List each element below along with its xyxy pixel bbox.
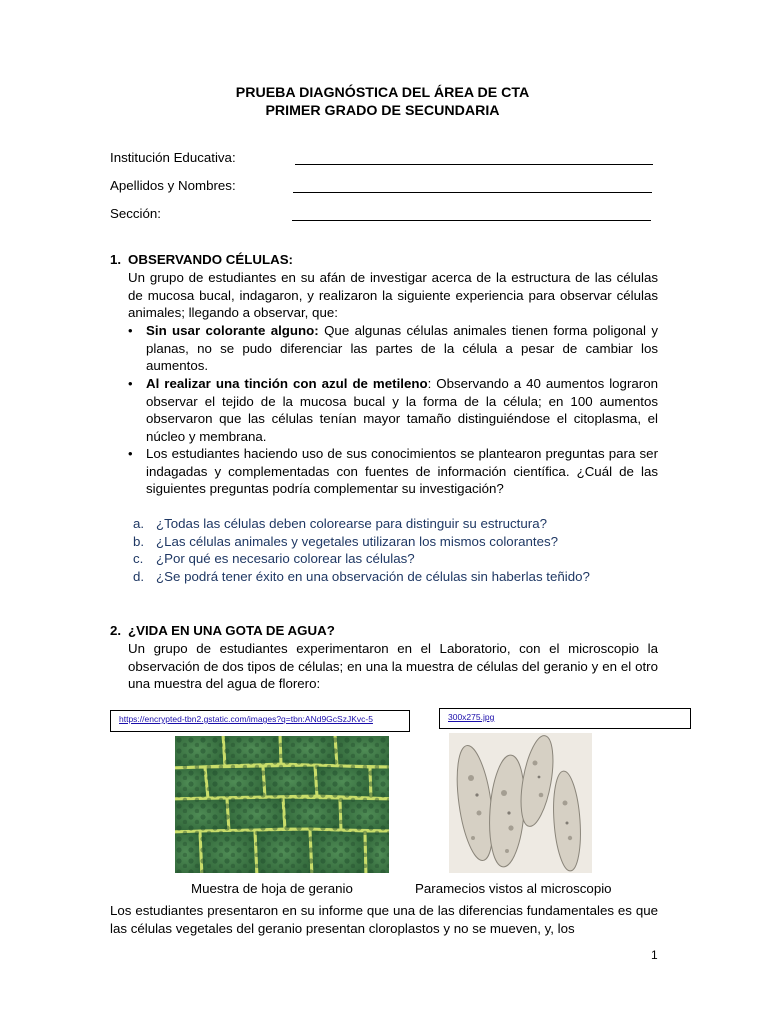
image-link-box-1 (110, 710, 410, 732)
option-b-letter: b. (133, 533, 145, 549)
option-c-text: ¿Por qué es necesario colorear las células? (156, 551, 415, 567)
geranium-leaf-image (175, 736, 389, 873)
option-a[interactable] (133, 515, 590, 533)
bullet-1-bold: Sin usar colorante alguno: (146, 323, 319, 338)
option-a-letter: a. (133, 516, 145, 531)
bullet-dot-icon: • (128, 323, 133, 338)
image-link-box-2 (439, 708, 691, 729)
image-link-2[interactable]: 300x275.jpg (448, 712, 495, 722)
paramecium-image (449, 733, 592, 873)
bullet-2-bold: Al realizar una tinción con azul de metileno (146, 376, 428, 391)
section1-intro: Un grupo de estudiantes en su afán de investigar acerca de la estructura de las células de mucosa bucal, indagaron, y realizaron la siguiente experiencia para observar células animales; llegando a observar, que: (128, 270, 658, 321)
section1-bullet-2 (128, 375, 658, 445)
bullet-1-text: Que algunas células animales tienen forma poligonal y planas, no se pudo diferenciar las partes de la célula a pesar de cambiar los aumentos. (146, 323, 659, 374)
nombres-blank-line[interactable] (293, 192, 652, 193)
geranium-caption: Muestra de hoja de geranio (191, 881, 353, 896)
institucion-field (110, 149, 655, 169)
option-a-text: ¿Todas las células deben colorearse para distinguir su estructura? (156, 516, 547, 531)
section1-options (133, 515, 590, 585)
nombres-label: Apellidos y Nombres: (110, 178, 236, 193)
institucion-label: Institución Educativa: (110, 150, 236, 165)
option-d-text: ¿Se podrá tener éxito en una observación de células sin haberlas teñido? (156, 568, 590, 584)
image-link-1[interactable]: https://encrypted-tbn2.gstatic.com/images?q=tbn:ANd9GcSzJKvc-5 (119, 714, 373, 724)
option-d-letter: d. (133, 568, 145, 584)
option-b[interactable] (133, 533, 590, 551)
document-title: PRUEBA DIAGNÓSTICA DEL ÁREA DE CTA (235, 85, 530, 101)
option-c-letter: c. (133, 551, 144, 567)
seccion-blank-line[interactable] (292, 220, 651, 221)
option-b-text: ¿Las células animales y vegetales utilizaran los mismos colorantes? (156, 533, 559, 549)
section1-bullet-3 (128, 445, 658, 498)
bullet-3-text: Los estudiantes haciendo uso de sus conocimientos se plantearon preguntas para ser indagadas y complementadas con fuentes de información científica. ¿Cuál de las siguientes preguntas podría complementar su investigación? (146, 446, 658, 497)
institucion-blank-line[interactable] (295, 164, 653, 165)
page-number: 1 (651, 948, 658, 962)
seccion-field (110, 205, 655, 225)
section2-closing: Los estudiantes presentaron en su informe que una de las diferencias fundamentales es que las células vegetales del geranio presentan cloroplastos y no se mueven, y, los (110, 903, 658, 936)
seccion-label: Sección: (110, 206, 161, 221)
bullet-2-text: : Observando a 40 aumentos lograron observar el tejido de la mucosa bucal y la forma de la célula; en 100 aumentos observaron que las células tenían mayor tamaño distinguiéndose el citoplasma, el núcleo y membrana. (146, 376, 658, 444)
section2-heading (110, 622, 335, 640)
section1-heading (110, 251, 293, 269)
section2-number: 2. (110, 623, 122, 638)
nombres-field (110, 177, 655, 197)
section2-heading-text: ¿VIDA EN UNA GOTA DE AGUA? (128, 623, 335, 638)
section2-intro: Un grupo de estudiantes experimentaron en el Laboratorio, con el microscopio la observación de dos tipos de células; en una la muestra de células del geranio y en el otro una muestra del agua de florero: (128, 641, 658, 692)
section1-heading-text: OBSERVANDO CÉLULAS: (128, 252, 293, 267)
bullet-dot-icon: • (128, 446, 133, 461)
option-c[interactable] (133, 550, 590, 568)
section1-number: 1. (110, 252, 122, 267)
document-subtitle: PRIMER GRADO DE SECUNDARIA (265, 103, 500, 119)
bullet-dot-icon: • (128, 376, 133, 391)
option-d[interactable] (133, 568, 590, 586)
section1-bullet-1 (128, 322, 658, 375)
paramecium-caption: Paramecios vistos al microscopio (415, 881, 612, 896)
